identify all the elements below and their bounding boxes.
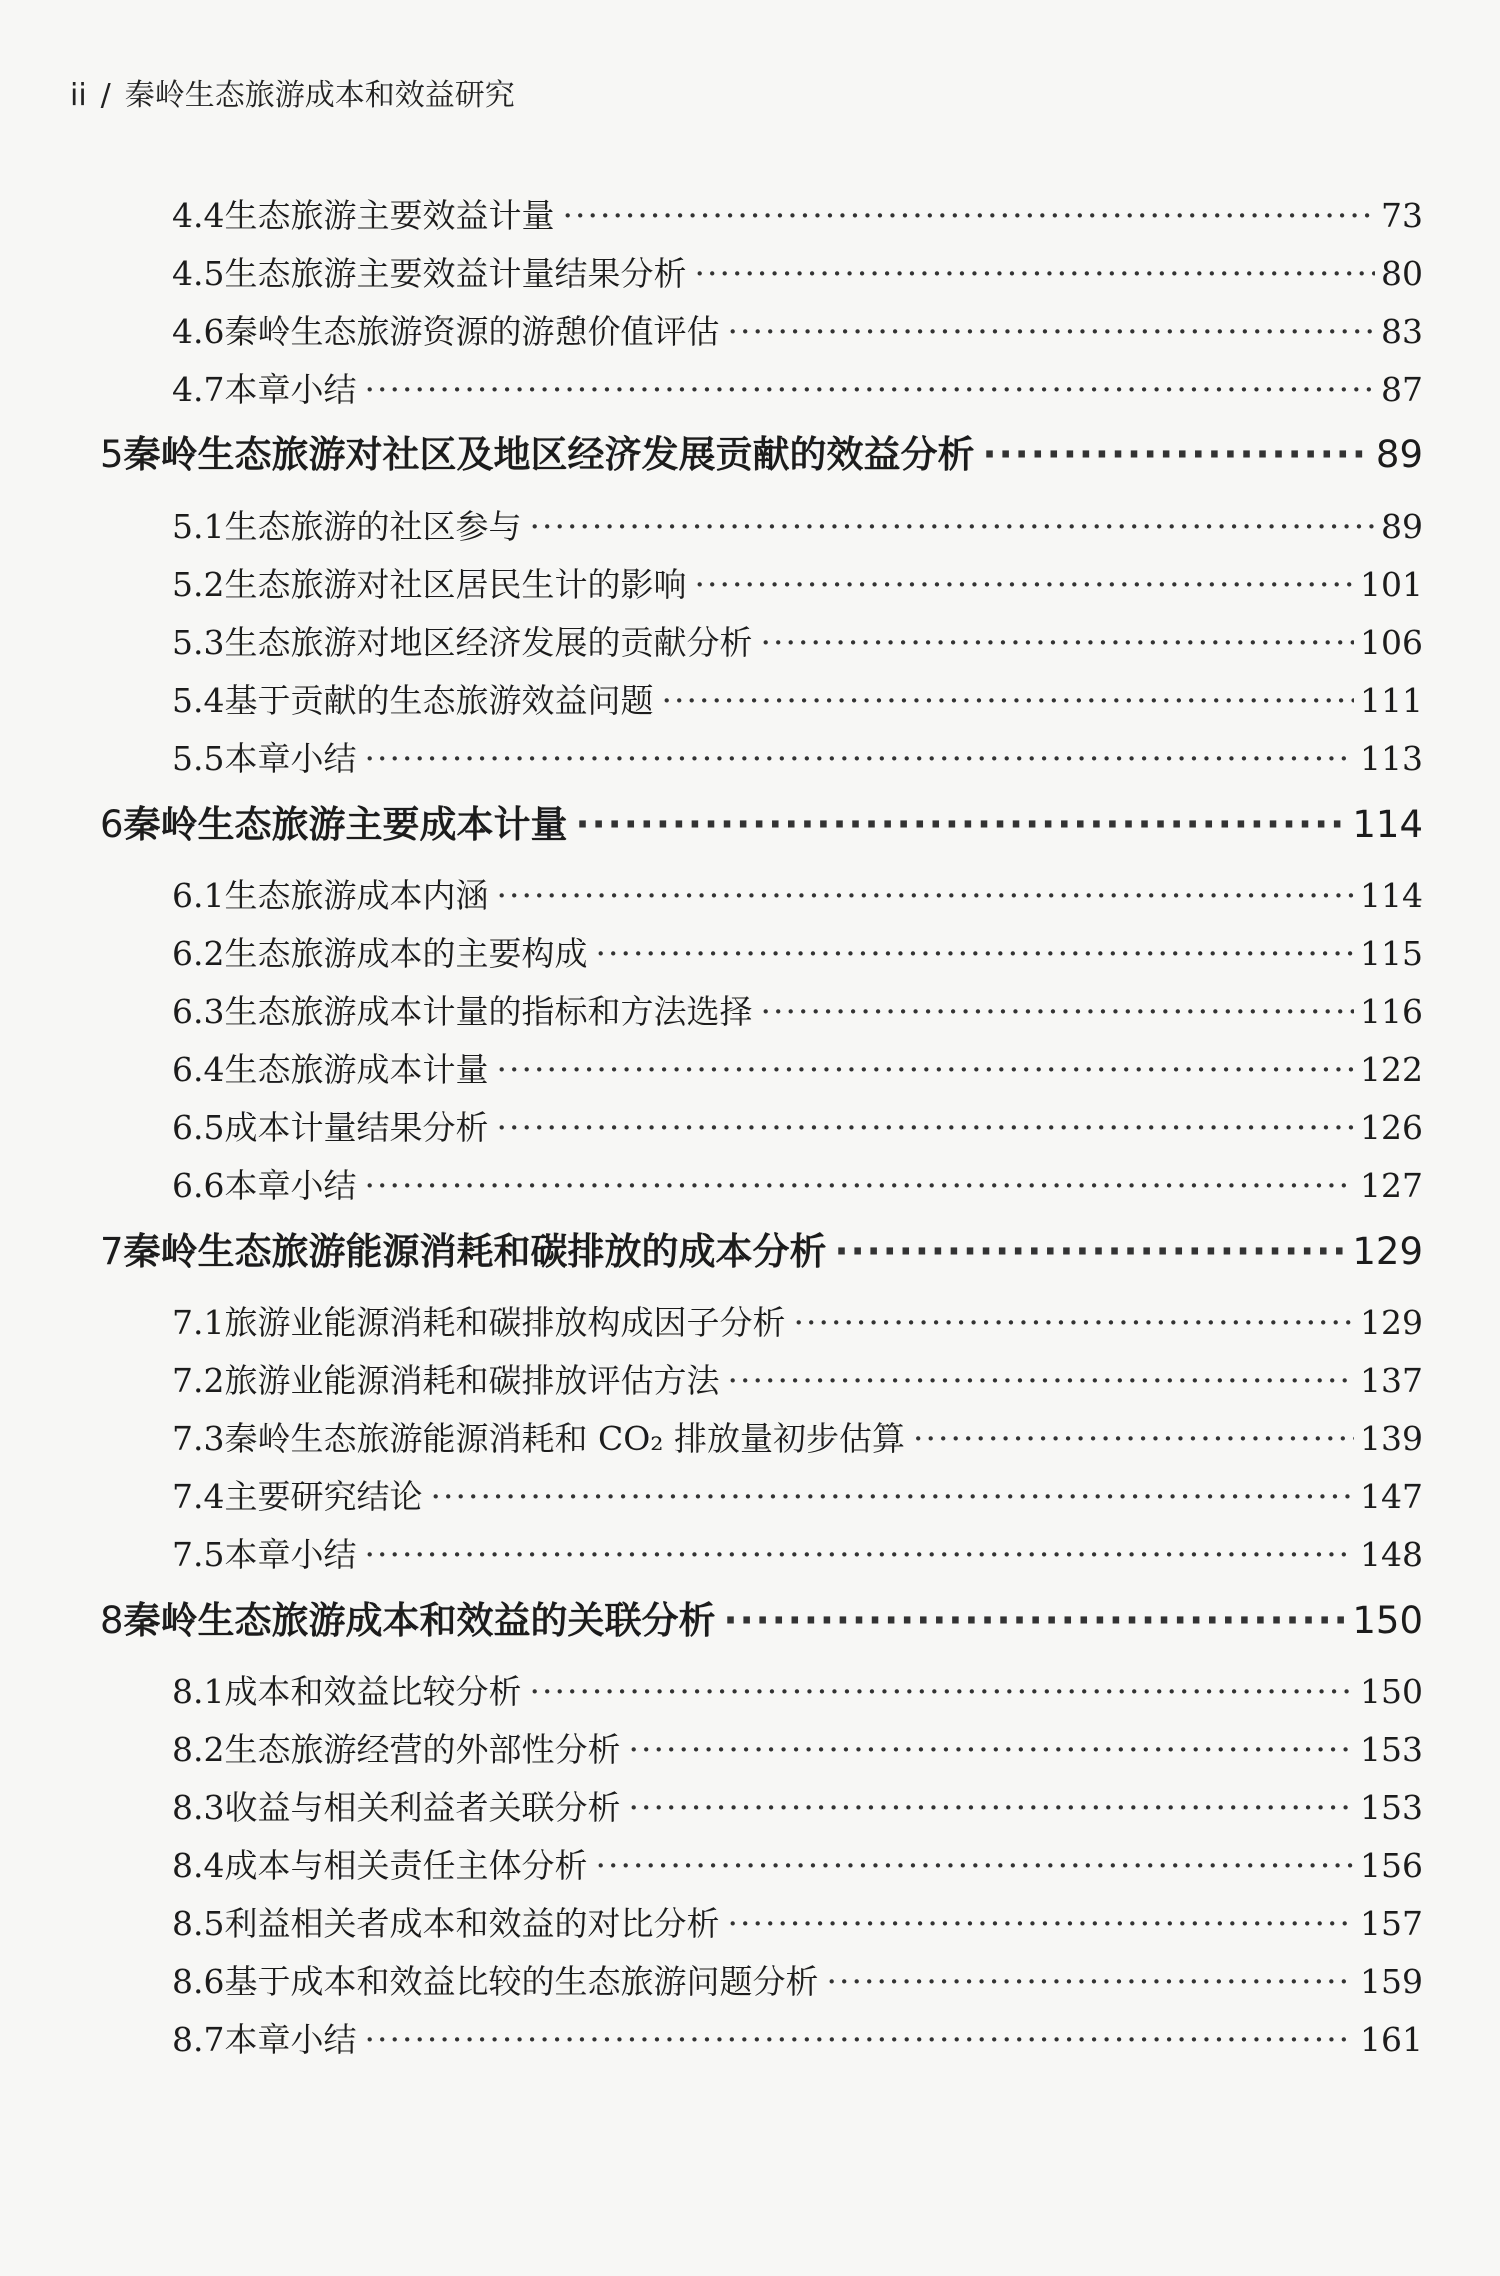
entry-number: 6 (100, 803, 124, 846)
toc-section-entry (172, 559, 1423, 606)
entry-page-number: 156 (1360, 1846, 1423, 1885)
toc-section-entry (172, 1297, 1423, 1344)
entry-page-number: 153 (1360, 1730, 1423, 1769)
entry-number: 4.5 (172, 254, 225, 293)
toc-section-entry (172, 617, 1423, 664)
dot-leader (364, 739, 1354, 778)
toc-section-entry (172, 1840, 1423, 1887)
entry-title: 本章小结 (224, 2020, 357, 2059)
entry-title: 秦岭生态旅游能源消耗和碳排放的成本分析 (123, 1230, 827, 1273)
entry-page-number: 89 (1381, 507, 1423, 546)
toc-section-entry (172, 306, 1423, 353)
entry-number: 4.6 (172, 312, 225, 351)
dot-leader (760, 623, 1354, 662)
dot-leader (628, 1788, 1354, 1827)
toc-section-entry (172, 928, 1423, 975)
entry-title: 基于贡献的生态旅游效益问题 (224, 681, 654, 720)
entry-title: 生态旅游对地区经济发展的贡献分析 (224, 623, 753, 662)
entry-page-number: 116 (1360, 992, 1423, 1031)
entry-title: 本章小结 (224, 1535, 357, 1574)
entry-page-number: 83 (1381, 312, 1423, 351)
entry-page-number: 126 (1360, 1108, 1423, 1147)
entry-number: 5 (100, 433, 124, 476)
entry-title: 秦岭生态旅游资源的游憩价值评估 (224, 312, 720, 351)
dot-leader (576, 803, 1347, 846)
dot-leader (983, 433, 1370, 476)
dot-leader (496, 1050, 1354, 1089)
entry-page-number: 122 (1360, 1050, 1423, 1089)
entry-number: 4.4 (172, 196, 225, 235)
entry-page-number: 150 (1360, 1672, 1423, 1711)
dot-leader (793, 1303, 1354, 1342)
entry-title: 秦岭生态旅游主要成本计量 (123, 803, 568, 846)
entry-page-number: 114 (1352, 803, 1423, 846)
toc-section-entry (172, 1471, 1423, 1518)
entry-page-number: 101 (1360, 565, 1423, 604)
toc-section-entry (172, 675, 1423, 722)
toc-section-entry (172, 1724, 1423, 1771)
dot-leader (364, 370, 1375, 409)
entry-number: 8.5 (172, 1904, 225, 1943)
entry-number: 7.5 (172, 1535, 225, 1574)
entry-page-number: 129 (1360, 1303, 1423, 1342)
dot-leader (529, 507, 1375, 546)
entry-page-number: 113 (1360, 739, 1423, 778)
toc-section-entry (172, 1782, 1423, 1829)
dot-leader (628, 1730, 1354, 1769)
dot-leader (694, 254, 1375, 293)
entry-number: 8.6 (172, 1962, 225, 2001)
entry-number: 6.5 (172, 1108, 225, 1147)
entry-number: 4.7 (172, 370, 225, 409)
entry-number: 8 (100, 1599, 124, 1642)
toc-section-entry (172, 1355, 1423, 1402)
entry-title: 基于成本和效益比较的生态旅游问题分析 (224, 1962, 819, 2001)
dot-leader (760, 992, 1354, 1031)
entry-title: 成本计量结果分析 (224, 1108, 489, 1147)
entry-title: 本章小结 (224, 1166, 357, 1205)
dot-leader (913, 1419, 1354, 1458)
entry-number: 6.2 (172, 934, 225, 973)
entry-title: 本章小结 (224, 370, 357, 409)
dot-leader (595, 1846, 1354, 1885)
dot-leader (835, 1230, 1347, 1273)
toc-section-entry (172, 1044, 1423, 1091)
dot-leader (496, 876, 1354, 915)
entry-page-number: 147 (1360, 1477, 1423, 1516)
entry-number: 7.4 (172, 1477, 225, 1516)
toc-section-entry (172, 1666, 1423, 1713)
entry-title: 成本和效益比较分析 (224, 1672, 522, 1711)
entry-page-number: 80 (1381, 254, 1423, 293)
dot-leader (727, 1904, 1354, 1943)
entry-page-number: 157 (1360, 1904, 1423, 1943)
dot-leader (430, 1477, 1354, 1516)
entry-number: 6.6 (172, 1166, 225, 1205)
entry-title: 成本与相关责任主体分析 (224, 1846, 588, 1885)
toc-section-entry (172, 733, 1423, 780)
dot-leader (724, 1599, 1347, 1642)
entry-page-number: 73 (1381, 196, 1423, 235)
entry-number: 8.4 (172, 1846, 225, 1885)
dot-leader (364, 2020, 1354, 2059)
dot-leader (727, 1361, 1354, 1400)
entry-page-number: 127 (1360, 1166, 1423, 1205)
dot-leader (826, 1962, 1354, 2001)
entry-page-number: 111 (1360, 681, 1423, 720)
entry-page-number: 129 (1352, 1230, 1423, 1273)
dot-leader (661, 681, 1354, 720)
toc-chapter-entry (100, 794, 1423, 848)
dot-leader (364, 1166, 1354, 1205)
entry-title: 生态旅游主要效益计量结果分析 (224, 254, 687, 293)
entry-title: 生态旅游成本计量的指标和方法选择 (224, 992, 753, 1031)
entry-page-number: 89 (1375, 433, 1423, 476)
toc-section-entry (172, 986, 1423, 1033)
dot-leader (595, 934, 1354, 973)
entry-title: 主要研究结论 (224, 1477, 423, 1516)
dot-leader (562, 196, 1375, 235)
entry-page-number: 161 (1360, 2020, 1423, 2059)
toc-section-entry (172, 364, 1423, 411)
entry-number: 7 (100, 1230, 124, 1273)
toc-section-entry (172, 1160, 1423, 1207)
entry-page-number: 139 (1360, 1419, 1423, 1458)
entry-number: 7.2 (172, 1361, 225, 1400)
entry-title: 利益相关者成本和效益的对比分析 (224, 1904, 720, 1943)
dot-leader (364, 1535, 1354, 1574)
entry-number: 8.2 (172, 1730, 225, 1769)
entry-page-number: 148 (1360, 1535, 1423, 1574)
toc-section-entry (172, 870, 1423, 917)
entry-title: 旅游业能源消耗和碳排放评估方法 (224, 1361, 720, 1400)
entry-page-number: 87 (1381, 370, 1423, 409)
entry-title: 本章小结 (224, 739, 357, 778)
entry-title: 生态旅游成本内涵 (224, 876, 489, 915)
entry-title: 生态旅游经营的外部性分析 (224, 1730, 621, 1769)
entry-page-number: 106 (1360, 623, 1423, 662)
entry-number: 5.5 (172, 739, 225, 778)
entry-title: 生态旅游主要效益计量 (224, 196, 555, 235)
toc-chapter-entry (100, 1590, 1423, 1644)
header-book-title: 秦岭生态旅游成本和效益研究 (124, 78, 515, 113)
toc-section-entry (172, 190, 1423, 237)
toc-section-entry (172, 1529, 1423, 1576)
entry-title: 生态旅游成本计量 (224, 1050, 489, 1089)
entry-page-number: 159 (1360, 1962, 1423, 2001)
toc-section-entry (172, 2014, 1423, 2061)
entry-title: 生态旅游的社区参与 (224, 507, 522, 546)
entry-title: 生态旅游成本的主要构成 (224, 934, 588, 973)
entry-page-number: 137 (1360, 1361, 1423, 1400)
entry-number: 7.1 (172, 1303, 225, 1342)
toc-section-entry (172, 501, 1423, 548)
header-page-number: ii (70, 78, 87, 113)
entry-number: 8.7 (172, 2020, 225, 2059)
toc-chapter-entry (100, 424, 1423, 478)
dot-leader (727, 312, 1375, 351)
dot-leader (496, 1108, 1354, 1147)
entry-title: 秦岭生态旅游能源消耗和 CO₂ 排放量初步估算 (224, 1419, 905, 1458)
entry-number: 6.1 (172, 876, 225, 915)
entry-number: 5.4 (172, 681, 225, 720)
entry-number: 8.1 (172, 1672, 225, 1711)
toc-section-entry (172, 1956, 1423, 2003)
entry-number: 5.2 (172, 565, 225, 604)
toc-section-entry (172, 1102, 1423, 1149)
entry-title: 收益与相关利益者关联分析 (224, 1788, 621, 1827)
entry-page-number: 153 (1360, 1788, 1423, 1827)
dot-leader (529, 1672, 1354, 1711)
entry-page-number: 114 (1360, 876, 1423, 915)
entry-number: 5.3 (172, 623, 225, 662)
header-separator: / (100, 78, 111, 113)
entry-number: 6.4 (172, 1050, 225, 1089)
entry-title: 秦岭生态旅游成本和效益的关联分析 (123, 1599, 716, 1642)
dot-leader (694, 565, 1354, 604)
entry-title: 生态旅游对社区居民生计的影响 (224, 565, 687, 604)
toc-section-entry (172, 248, 1423, 295)
entry-number: 6.3 (172, 992, 225, 1031)
toc-section-entry (172, 1413, 1423, 1460)
toc-chapter-entry (100, 1221, 1423, 1275)
entry-title: 旅游业能源消耗和碳排放构成因子分析 (224, 1303, 786, 1342)
entry-page-number: 150 (1352, 1599, 1423, 1642)
entry-number: 8.3 (172, 1788, 225, 1827)
entry-number: 7.3 (172, 1419, 225, 1458)
entry-title: 秦岭生态旅游对社区及地区经济发展贡献的效益分析 (123, 433, 975, 476)
toc-section-entry (172, 1898, 1423, 1945)
entry-number: 5.1 (172, 507, 225, 546)
entry-page-number: 115 (1360, 934, 1423, 973)
